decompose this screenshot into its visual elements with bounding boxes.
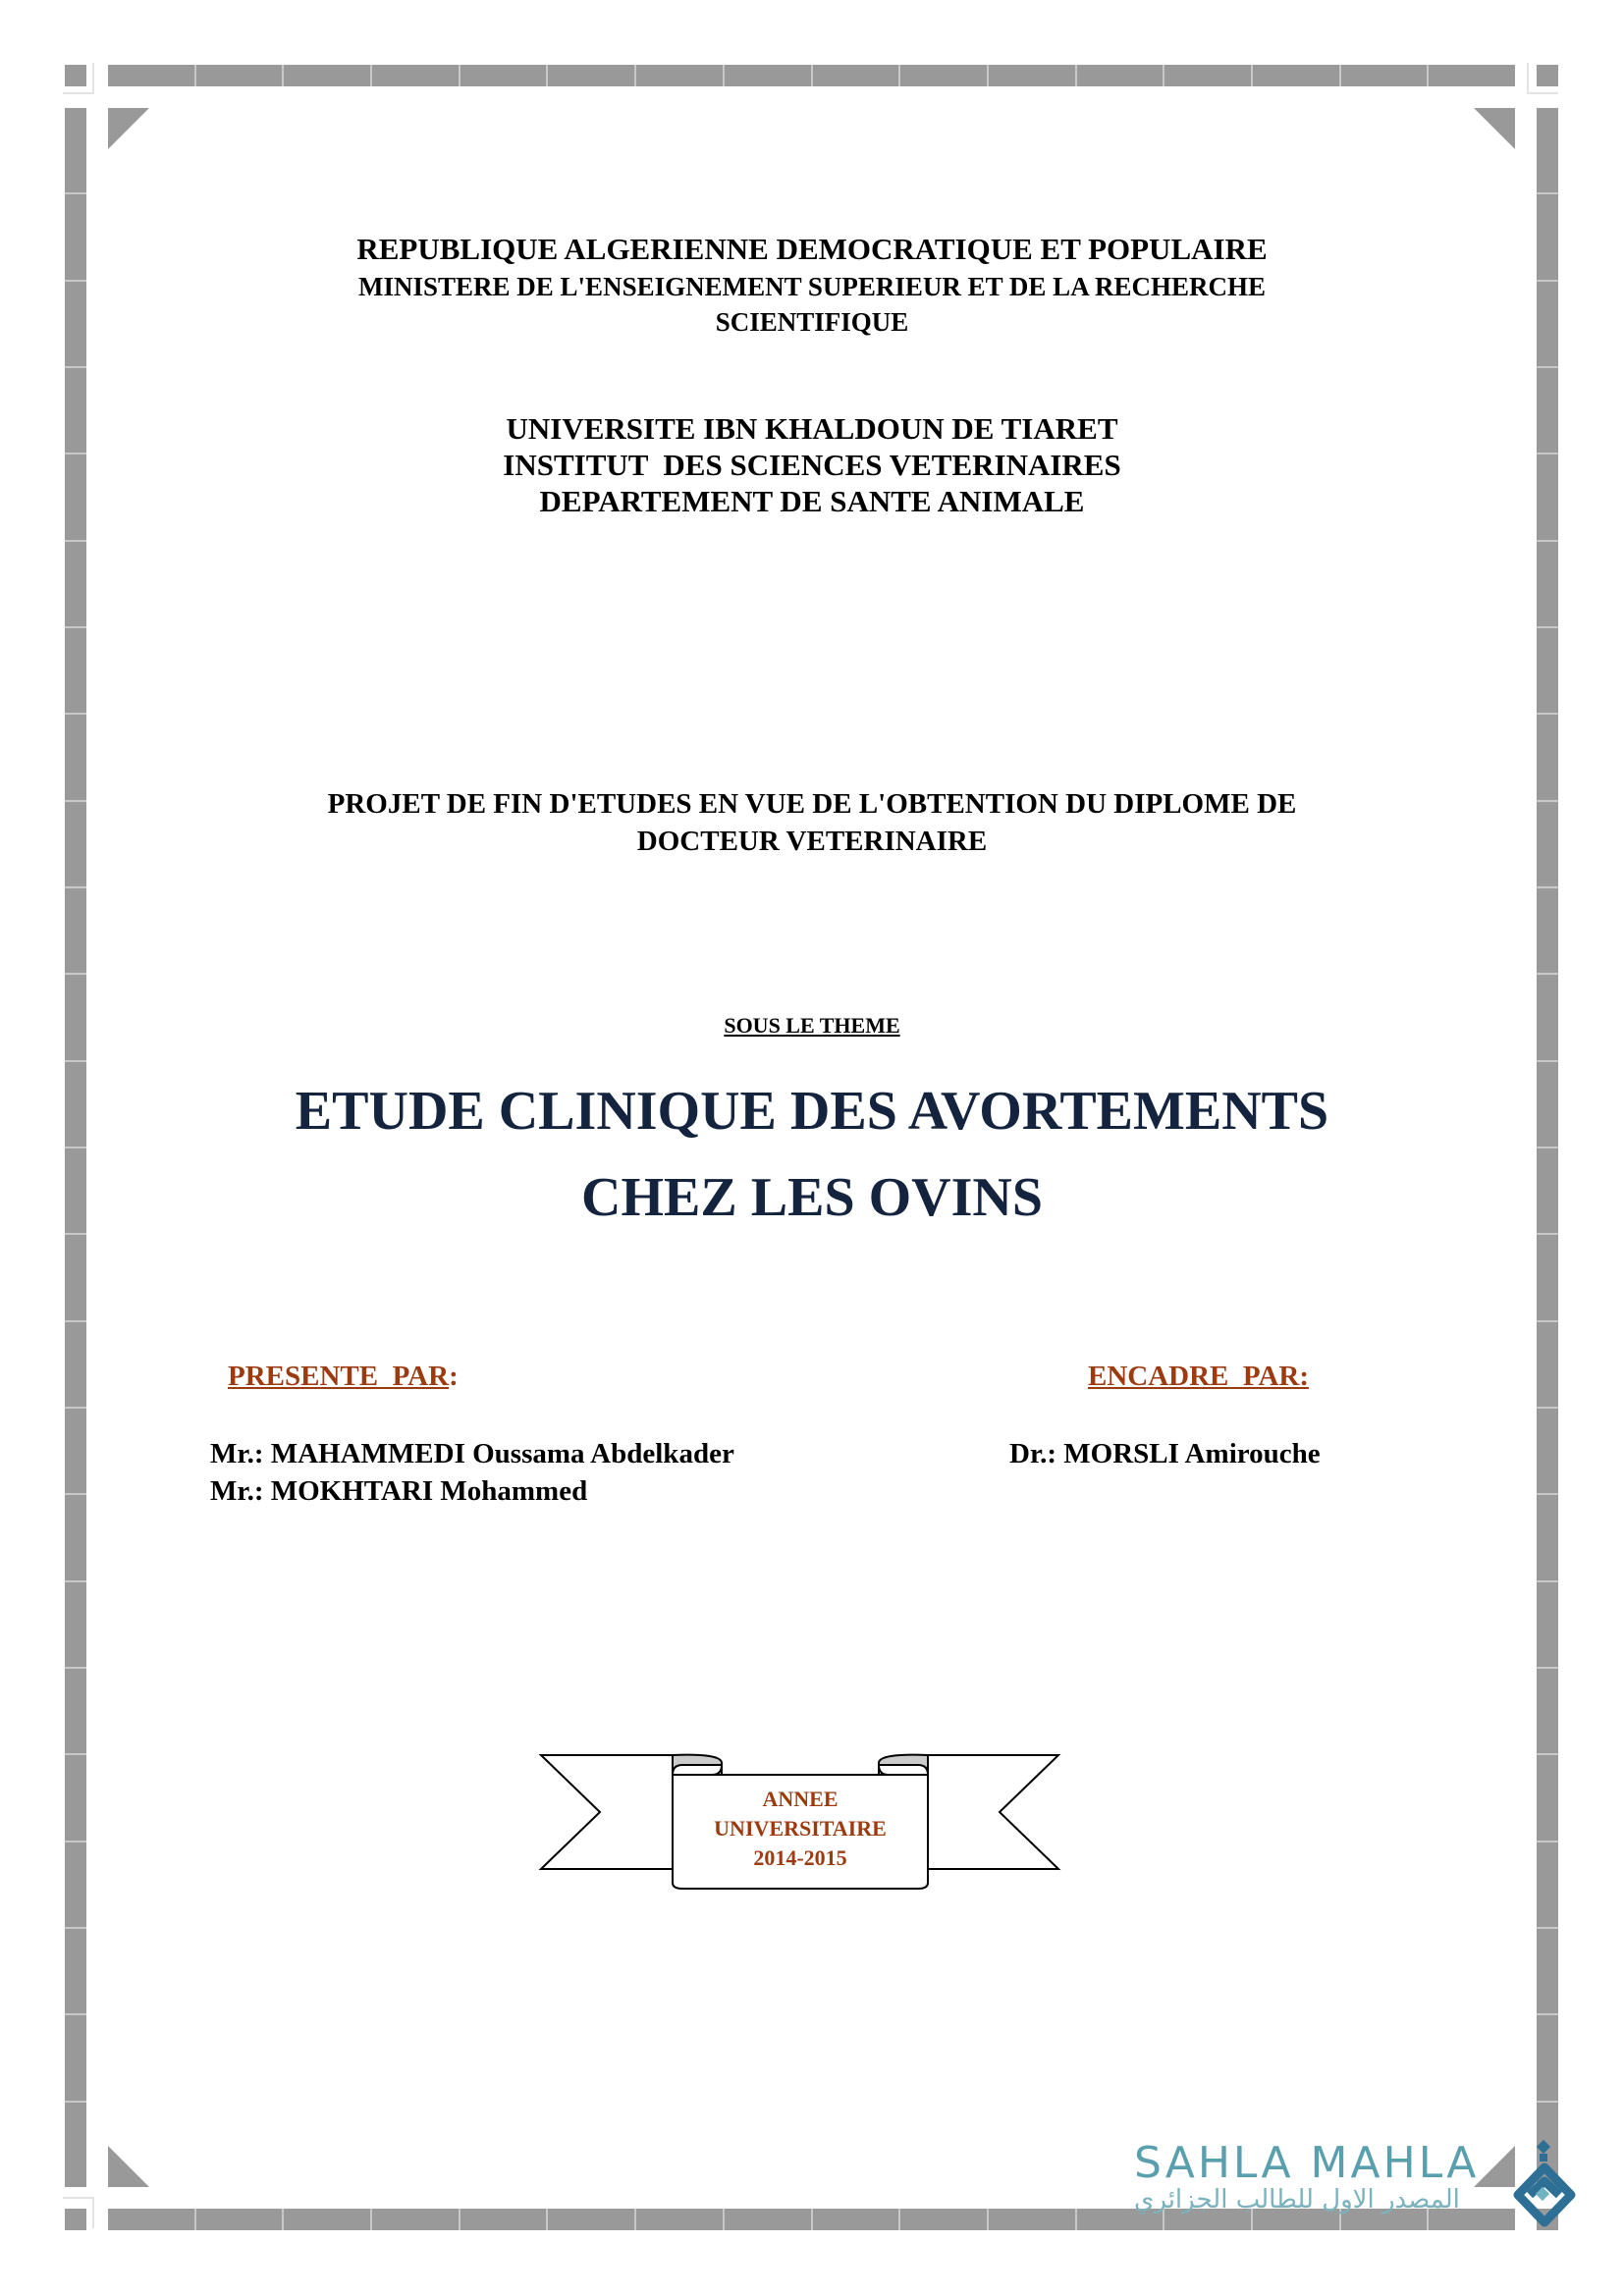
frame-triangle-top-right bbox=[1474, 108, 1515, 149]
institute-name: INSTITUT DES SCIENCES VETERINAIRES bbox=[503, 448, 1121, 482]
student-name: Mr.: MOKHTARI Mohammed bbox=[210, 1475, 588, 1507]
sahla-mahla-watermark bbox=[1134, 2140, 1479, 2215]
thesis-title-line-1: ETUDE CLINIQUE DES AVORTEMENTS bbox=[295, 1081, 1329, 1142]
supervisor-name: Dr.: MORSLI Amirouche bbox=[1009, 1438, 1321, 1469]
student-name: Mr.: MAHAMMEDI Oussama Abdelkader bbox=[210, 1438, 734, 1469]
banner-line-1: ANNEE bbox=[762, 1787, 839, 1811]
project-description bbox=[0, 785, 1624, 860]
student-list bbox=[210, 1435, 734, 1510]
frame-triangle-bottom-right bbox=[1474, 2146, 1515, 2187]
watermark-title: SAHLA MAHLA bbox=[1134, 2138, 1480, 2188]
ministry-heading bbox=[0, 269, 1624, 340]
presented-by-label bbox=[228, 1361, 459, 1393]
academic-year-banner bbox=[535, 1745, 1065, 1893]
university-name: UNIVERSITE IBN KHALDOUN DE TIARET bbox=[506, 411, 1118, 446]
ministry-line-1: MINISTERE DE L'ENSEIGNEMENT SUPERIEUR ET DE LA RECHERCHE bbox=[358, 272, 1266, 301]
ministry-line-2: SCIENTIFIQUE bbox=[715, 307, 909, 337]
project-line-2: DOCTEUR VETERINAIRE bbox=[636, 826, 988, 857]
republic-heading: REPUBLIQUE ALGERIENNE DEMOCRATIQUE ET POPULAIRE bbox=[356, 232, 1268, 266]
thesis-title bbox=[0, 1068, 1624, 1241]
project-line-1: PROJET DE FIN D'ETUDES EN VUE DE L'OBTENTION DU DIPLOME DE bbox=[327, 788, 1297, 820]
frame-top-bar bbox=[108, 65, 1515, 86]
department-name: DEPARTEMENT DE SANTE ANIMALE bbox=[539, 484, 1085, 518]
banner-line-3: 2014-2015 bbox=[753, 1845, 847, 1870]
supervised-by-label bbox=[1088, 1361, 1309, 1393]
frame-triangle-bottom-left bbox=[108, 2146, 149, 2187]
thesis-title-line-2: CHEZ LES OVINS bbox=[581, 1167, 1043, 1228]
frame-corner-line-bottom-left bbox=[63, 2197, 94, 2228]
banner-line-2: UNIVERSITAIRE bbox=[714, 1816, 887, 1841]
frame-corner-line-top-right bbox=[1527, 63, 1558, 94]
calligraphy-logo-icon bbox=[1510, 2138, 1579, 2232]
presented-by-text: PRESENTE PAR bbox=[228, 1361, 450, 1392]
institution-block bbox=[0, 410, 1624, 519]
watermark-subtitle: المصدر الاول للطالب الجزائري bbox=[1134, 2185, 1460, 2215]
supervised-by-text: ENCADRE PAR: bbox=[1088, 1361, 1310, 1392]
presented-by-colon: : bbox=[449, 1361, 459, 1392]
theme-label: SOUS LE THEME bbox=[724, 1013, 900, 1038]
frame-corner-line-top-left bbox=[63, 63, 94, 94]
frame-triangle-top-left bbox=[108, 108, 149, 149]
academic-year-text bbox=[535, 1785, 1065, 1873]
